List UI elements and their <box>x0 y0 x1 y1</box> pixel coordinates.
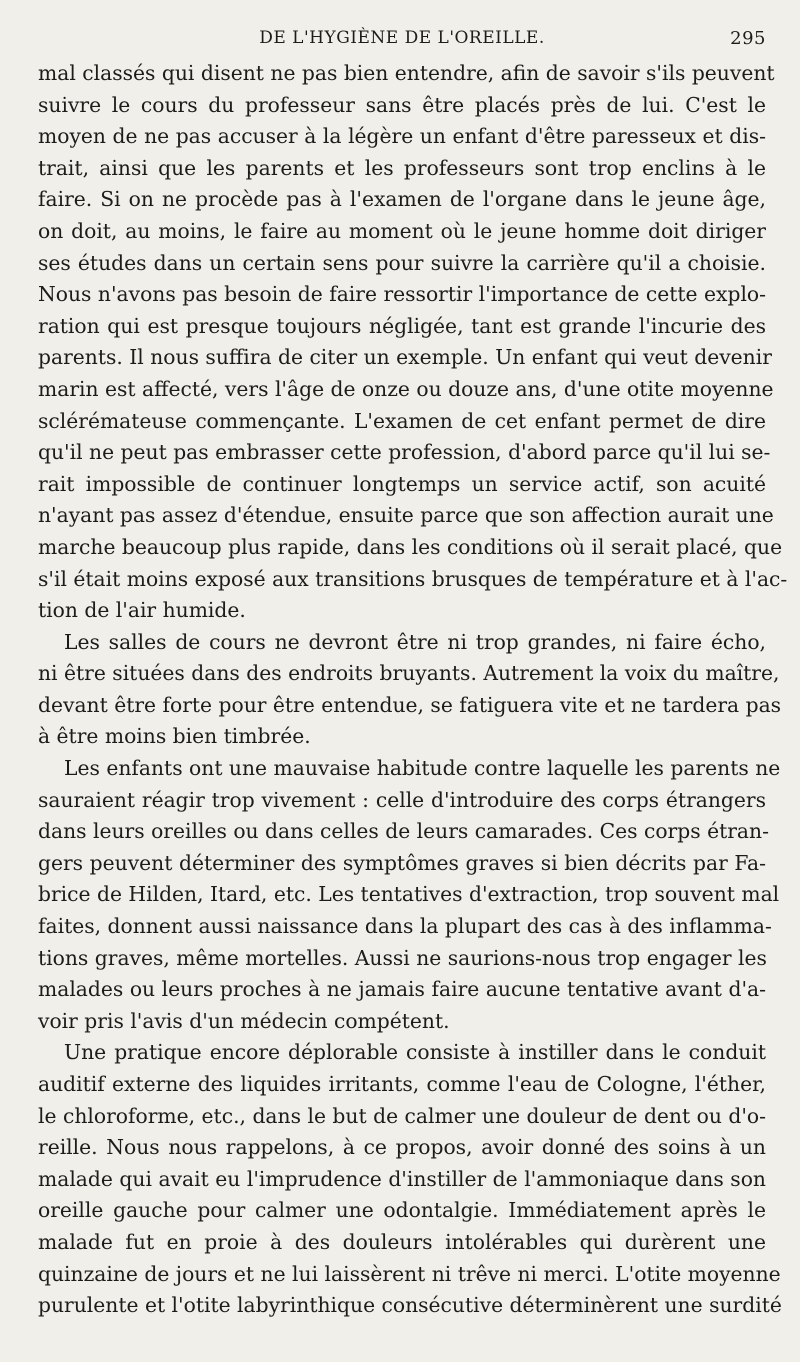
text-line: faire. Si on ne procède pas à l'examen de l'organe dans le jeune âge, <box>38 187 766 212</box>
body-text <box>38 58 788 1322</box>
text-line: ses études dans un certain sens pour suivre la carrière qu'il a choisie. <box>38 250 766 275</box>
text-line: Les salles de cours ne devront être ni trop grandes, ni faire écho, <box>64 629 766 654</box>
text-line: parents. Il nous suffira de citer un exemple. Un enfant qui veut devenir <box>38 345 772 370</box>
text-line: on doit, au moins, le faire au moment où le jeune homme doit diriger <box>38 218 766 243</box>
text-line: quinzaine de jours et ne lui laissèrent ni trêve ni merci. L'otite moyenne <box>38 1261 781 1286</box>
text-line: qu'il ne peut pas embrasser cette profession, d'abord parce qu'il lui se- <box>38 440 771 465</box>
paragraph <box>38 1037 782 1321</box>
text-line: marche beaucoup plus rapide, dans les conditions où il serait placé, que <box>38 534 783 559</box>
text-line: à être moins bien timbrée. <box>38 724 311 749</box>
text-line: rait impossible de continuer longtemps un service actif, son acuité <box>38 471 766 496</box>
text-line: tion de l'air humide. <box>38 598 246 623</box>
running-header <box>38 28 766 58</box>
page-number: 295 <box>730 28 766 49</box>
text-line: s'il était moins exposé aux transitions brusques de température et à l'ac- <box>38 566 788 591</box>
text-line: brice de Hilden, Itard, etc. Les tentatives d'extraction, trop souvent mal <box>38 882 780 907</box>
text-line: sauraient réagir trop vivement : celle d'introduire des corps étrangers <box>38 787 766 812</box>
text-line: moyen de ne pas accuser à la légère un enfant d'être paresseux et dis- <box>38 124 766 149</box>
running-title: DE L'HYGIÈNE DE L'OREILLE. <box>259 28 545 48</box>
paragraph <box>38 627 782 753</box>
text-line: Les enfants ont une mauvaise habitude contre laquelle les parents ne <box>64 756 781 781</box>
text-line: malades ou leurs proches à ne jamais faire aucune tentative avant d'a- <box>38 977 766 1002</box>
text-line: gers peuvent déterminer des symptômes graves si bien décrits par Fa- <box>38 850 766 875</box>
text-line: oreille gauche pour calmer une odontalgie. Immédiatement après le <box>38 1198 766 1223</box>
text-line: le chloroforme, etc., dans le but de calmer une douleur de dent ou d'o- <box>38 1103 766 1128</box>
text-line: sclérémateuse commençante. L'examen de cet enfant permet de dire <box>38 408 766 433</box>
text-line: Une pratique encore déplorable consiste à instiller dans le conduit <box>64 1040 766 1065</box>
text-line: mal classés qui disent ne pas bien entendre, afin de savoir s'ils peuvent <box>38 61 775 85</box>
text-line: purulente et l'otite labyrinthique consécutive déterminèrent une surdité <box>38 1293 782 1318</box>
text-line: suivre le cours du professeur sans être placés près de lui. C'est le <box>38 92 766 117</box>
text-line: ration qui est presque toujours négligée, tant est grande l'incurie des <box>38 313 766 338</box>
text-line: dans leurs oreilles ou dans celles de leurs camarades. Ces corps étran- <box>38 819 769 844</box>
text-line: reille. Nous nous rappelons, à ce propos, avoir donné des soins à un <box>38 1135 766 1160</box>
text-line: ni être situées dans des endroits bruyants. Autrement la voix du maître, <box>38 661 780 686</box>
text-line: malade fut en proie à des douleurs intolérables qui durèrent une <box>38 1229 766 1254</box>
text-line: tions graves, même mortelles. Aussi ne saurions-nous trop engager les <box>38 945 767 970</box>
paragraph <box>38 58 788 627</box>
paragraph <box>38 753 781 1037</box>
text-line: faites, donnent aussi naissance dans la plupart des cas à des inflamma- <box>38 914 772 939</box>
text-line: n'ayant pas assez d'étendue, ensuite parce que son affection aurait une <box>38 503 774 528</box>
text-line: Nous n'avons pas besoin de faire ressortir l'importance de cette explo- <box>38 282 766 307</box>
text-line: voir pris l'avis d'un médecin compétent. <box>38 1008 450 1033</box>
text-line: marin est affecté, vers l'âge de onze ou douze ans, d'une otite moyenne <box>38 376 774 401</box>
text-line: malade qui avait eu l'imprudence d'instiller de l'ammoniaque dans son <box>38 1166 766 1191</box>
text-line: auditif externe des liquides irritants, comme l'eau de Cologne, l'éther, <box>38 1072 766 1096</box>
text-line: trait, ainsi que les parents et les professeurs sont trop enclins à le <box>38 155 766 180</box>
text-line: devant être forte pour être entendue, se fatiguera vite et ne tardera pas <box>38 692 782 717</box>
